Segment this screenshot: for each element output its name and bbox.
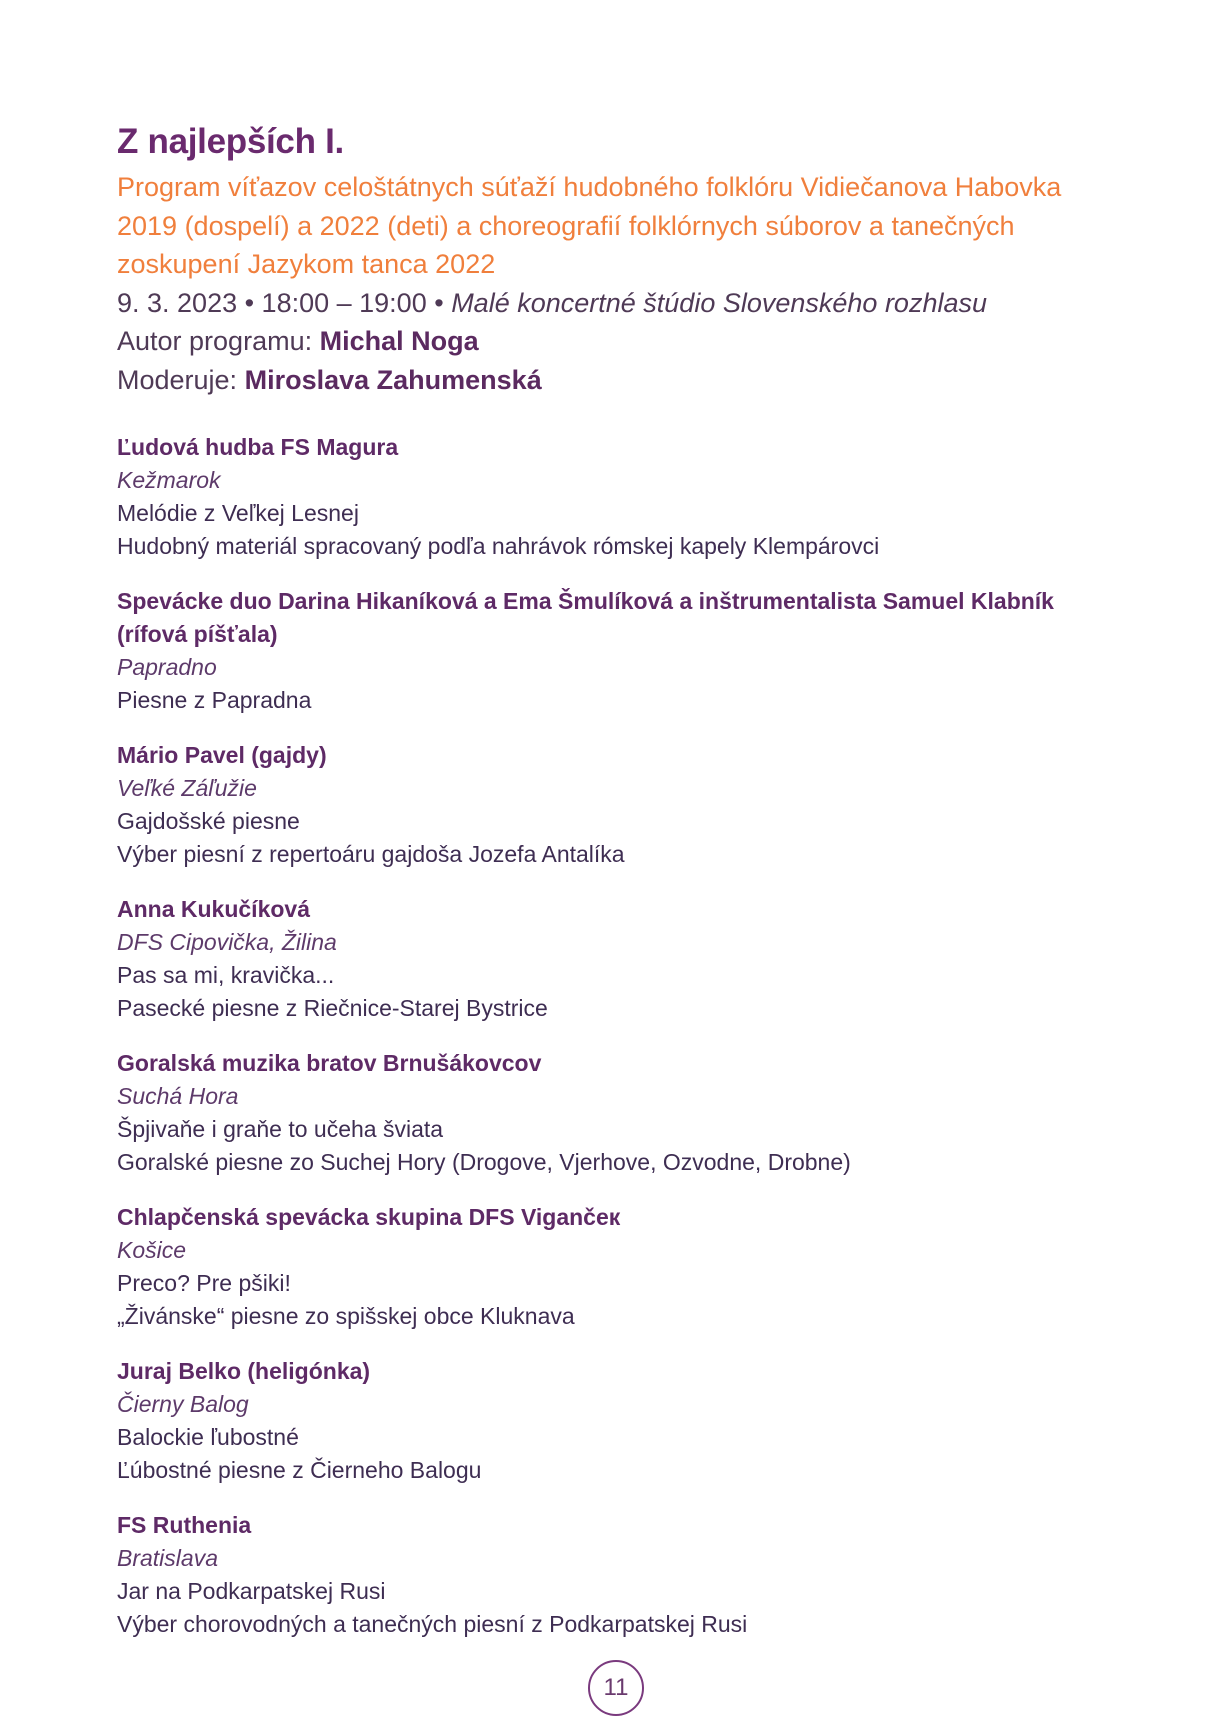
performer-name: Juraj Belko (heligónka) [117,1358,371,1384]
performer-name: Ľudová hudba FS Magura [117,434,399,460]
performer-place: Suchá Hora [117,1083,239,1109]
piece-description: Goralské piesne zo Suchej Hory (Drogove, Vjerhove, Ozvodne, Drobne) [117,1149,851,1175]
program-item [117,431,1117,563]
performer-place: Kežmarok [117,467,221,493]
piece-title: Špjivaňe i graňe to učeha šviata [117,1116,444,1142]
program-item [117,1355,1117,1487]
performer-place: Čierny Balog [117,1391,249,1417]
piece-description: Výber piesní z repertoáru gajdoša Jozefa Antalíka [117,841,625,867]
program-item [117,1201,1117,1333]
performer-name: Anna Kukučíková [117,896,310,922]
piece-description: Hudobný materiál spracovaný podľa nahrávok rómskej kapely Klempárovci [117,533,880,559]
program-host [117,361,1117,400]
performer-name: Goralská muzika bratov Brnušákovcov [117,1050,542,1076]
event-venue: Malé koncertné štúdio Slovenského rozhlasu [451,287,987,318]
performer-place: Bratislava [117,1545,218,1571]
performer-name: FS Ruthenia [117,1512,252,1538]
page-title: Z najlepších I. [117,122,344,161]
piece-description: „Živánske“ piesne zo spišskej obce Kluknava [117,1303,575,1329]
program-item [117,585,1117,717]
program-author [117,322,1117,361]
performer-place: DFS Cipovička, Žilina [117,929,337,955]
host-name: Miroslava Zahumenská [244,364,542,395]
piece-title: Gajdošské piesne [117,808,300,834]
program-item [117,1047,1117,1179]
program-subtitle: Program víťazov celoštátnych súťaží hudobného folklóru Vidiečanova Habovka 2019 (dospelí) a 2022 (deti) a choreografií folklórnych súborov a tanečných zoskupení Jazykom tanca 2022 [117,172,1062,279]
piece-title: Pas sa mi, kravička... [117,962,335,988]
piece-title: Piesne z Papradna [117,687,312,713]
host-label: Moderuje: [117,364,238,395]
event-datetime: 9. 3. 2023 • 18:00 – 19:00 • [117,287,444,318]
performer-name: Mário Pavel (gajdy) [117,742,327,768]
event-datetime-line [117,284,1117,323]
piece-description: Výber chorovodných a tanečných piesní z Podkarpatskej Rusi [117,1611,748,1637]
performer-place: Veľké Záľužie [117,775,257,801]
performer-name: Chlapčenská spevácka skupina DFS Vigančeк [117,1204,621,1230]
author-name: Michal Noga [319,326,479,356]
author-label: Autor programu: [117,326,313,356]
piece-title: Jar na Podkarpatskej Rusi [117,1578,386,1604]
performer-place: Košice [117,1237,187,1263]
program-list [117,431,1117,1641]
piece-description: Ľúbostné piesne z Čierneho Balogu [117,1457,482,1483]
page-content [117,120,1117,1663]
program-item [117,1509,1117,1641]
piece-description: Pasecké piesne z Riečnice-Starej Bystrice [117,995,548,1021]
performer-place: Papradno [117,654,217,680]
program-item [117,739,1117,871]
piece-title: Melódie z Veľkej Lesnej [117,500,359,526]
page-number: 11 [588,1660,644,1716]
piece-title: Balockie ľubostné [117,1424,299,1450]
piece-title: Preco? Pre pšiki! [117,1270,291,1296]
performer-name: Spevácke duo Darina Hikaníková a Ema Šmulíková a inštrumentalista Samuel Klabník (rífová píšťala) [117,588,1054,647]
program-item [117,893,1117,1025]
